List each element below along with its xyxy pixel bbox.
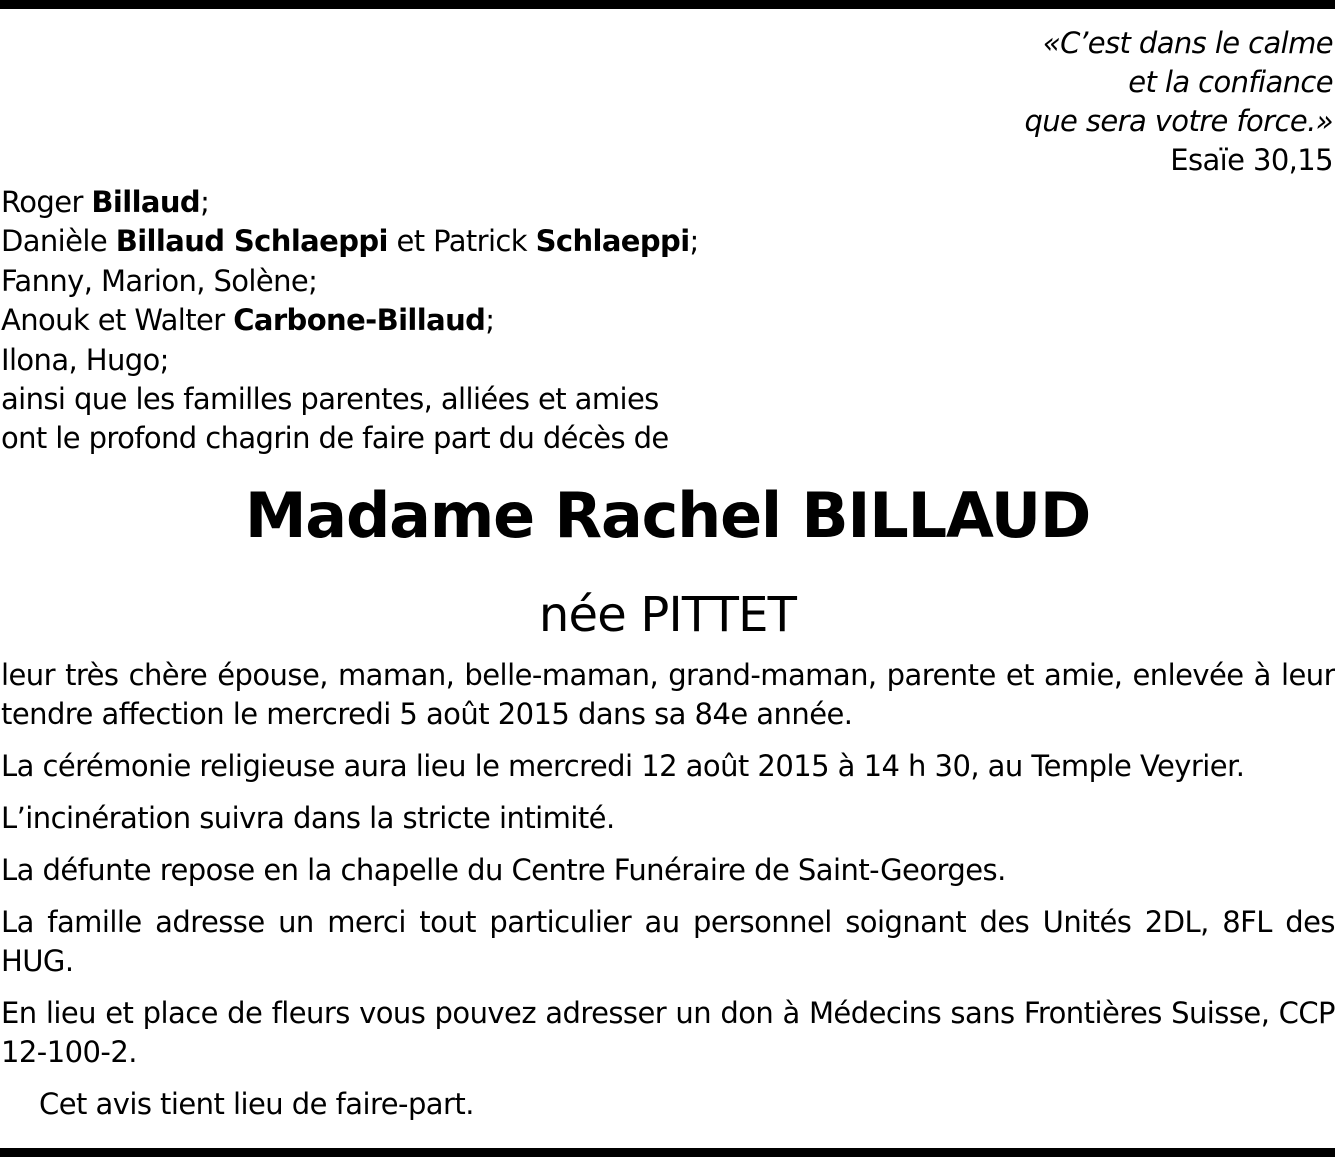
family-row-6: ainsi que les familles parentes, alliées et amies xyxy=(1,382,659,417)
family-row-2-end: ; xyxy=(689,224,699,259)
paragraph-closing: Cet avis tient lieu de faire-part. xyxy=(39,1087,474,1121)
family-row-1-surname: Billaud xyxy=(91,185,201,219)
paragraph-donation: En lieu et place de fleurs vous pouvez adresser un don à Médecins sans Frontières Suisse, CCP 12-100-2. xyxy=(1,996,1335,1069)
deceased-maiden-name: née PITTET xyxy=(538,587,797,643)
family-row-4-surname: Carbone-Billaud xyxy=(233,303,486,338)
family-row-4-first: Anouk et Walter xyxy=(1,303,234,338)
family-row-1-end: ; xyxy=(200,185,210,219)
paragraph-thanks: La famille adresse un merci tout particulier au personnel soignant des Unités 2DL, 8FL des HUG. xyxy=(1,905,1335,978)
quote-line-3: que sera votre force.» xyxy=(1024,104,1333,138)
quote-reference: Esaïe 30,15 xyxy=(1170,143,1333,177)
family-row-4-end: ; xyxy=(485,303,495,338)
paragraph-cremation: L’incinération suivra dans la stricte intimité. xyxy=(1,801,615,835)
paragraph-chapel: La défunte repose en la chapelle du Centre Funéraire de Saint-Georges. xyxy=(1,853,1006,887)
family-row-2-mid: et Patrick xyxy=(387,224,536,259)
family-row-1 xyxy=(1,183,699,222)
quote-line-1: «C’est dans le calme xyxy=(1042,26,1333,60)
paragraph-ceremony: La cérémonie religieuse aura lieu le mercredi 12 août 2015 à 14 h 30, au Temple Veyrier. xyxy=(1,749,1245,783)
quote-line-2: et la confiance xyxy=(1128,65,1333,99)
family-row-2-surname-1: Billaud Schlaeppi xyxy=(115,224,388,259)
family-row-2 xyxy=(1,222,699,261)
family-row-1-first: Roger xyxy=(1,185,92,219)
family-row-4 xyxy=(1,301,699,340)
deceased-name: Madame Rachel BILLAUD xyxy=(244,479,1091,552)
family-row-7: ont le profond chagrin de faire part du décès de xyxy=(1,421,669,456)
top-border-rule xyxy=(0,0,1335,9)
family-row-5: Ilona, Hugo; xyxy=(1,342,169,377)
family-row-3: Fanny, Marion, Solène; xyxy=(1,263,318,298)
family-row-2-surname-2: Schlaeppi xyxy=(535,224,690,259)
bottom-border-rule xyxy=(0,1148,1335,1157)
bible-quote xyxy=(1024,24,1333,180)
paragraph-tribute: leur très chère épouse, maman, belle-maman, grand-maman, parente et amie, enlevée à leur tendre affection le mercredi 5 août 2015 dans sa 84e année. xyxy=(1,658,1335,731)
family-row-2-first: Danièle xyxy=(1,224,116,259)
notice-body xyxy=(1,656,1335,1124)
family-announcement xyxy=(1,183,699,459)
